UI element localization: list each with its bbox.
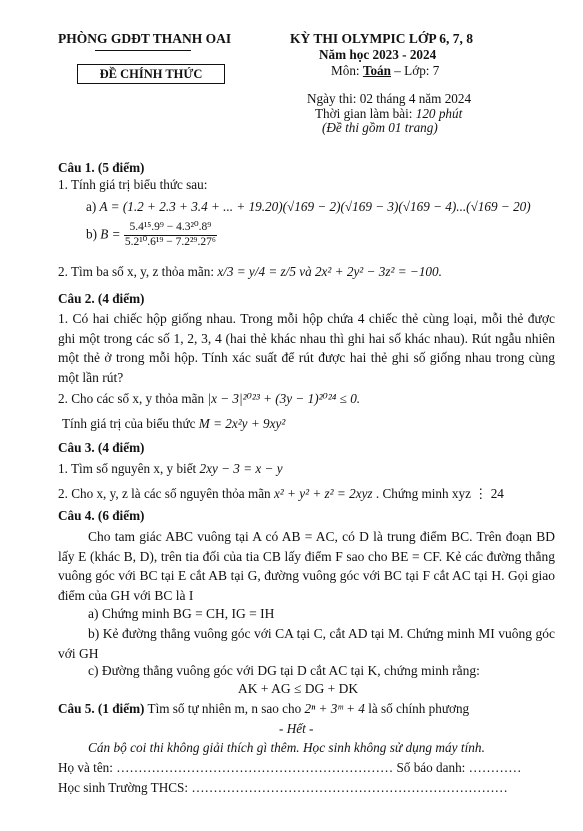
candidate-id-label: Số báo danh: [396, 760, 466, 775]
q1-part1b [86, 221, 217, 250]
q4-body: Cho tam giác ABC vuông tại A có AB = AC, có D là trung điểm BC. Trên đoạn BD lấy E (khác B, D), trên tia đối của tia CB lấy điểm F sao cho BE = CF. Kẻ các đường thẳng vuông góc với BC tại E cắt AB tại G, đường vuông góc với BC tại F cắt AC tại H. Gọi giao điểm của GH với BC là I [58, 529, 555, 603]
q2-part2-ask-text: Tính giá trị của biểu thức [62, 416, 196, 431]
subject-line [331, 63, 439, 79]
q2-part2 [58, 391, 360, 407]
q5-line [58, 701, 469, 717]
q3-part2-tail: . Chứng minh xyz ⋮ 24 [375, 486, 504, 501]
q3-part1 [58, 461, 283, 477]
q5-title: Câu 5. (1 điểm) [58, 701, 145, 716]
q1-part1b-fraction [124, 221, 217, 250]
q3-part1-expression: 2xy − 3 = x − y [199, 461, 283, 476]
q5-tail: là số chính phương [368, 701, 470, 716]
candidate-name-label: Họ và tên: [58, 760, 113, 775]
q4-part-c-expression: AK + AG ≤ DG + DK [238, 681, 359, 696]
q2-part2-ask [62, 416, 285, 432]
q1-part1a-expression: A = (1.2 + 2.3 + 3.4 + ... + 19.20)(√169 − 2)(√169 − 3)(√169 − 4)...(√169 − 20) [99, 199, 531, 214]
school-year: Năm học 2023 - 2024 [319, 47, 437, 62]
q3-part2-text: 2. Cho x, y, z là các số nguyên thỏa mãn [58, 486, 271, 501]
q4-title: Câu 4. (6 điểm) [58, 508, 145, 523]
official-label: ĐỀ CHÍNH THỨC [77, 64, 225, 84]
q1-part1a-label: a) [86, 199, 97, 214]
department-name: PHÒNG GDĐT THANH OAI [58, 31, 232, 46]
candidate-id-dots: ………… [468, 760, 522, 775]
school-label: Học sinh Trường THCS: [58, 780, 189, 795]
page-note: (Đề thi gồm 01 trang) [322, 120, 438, 135]
q1-part1b-label: b) [86, 226, 97, 242]
q4-part-a: a) Chứng minh BG = CH, IG = IH [88, 606, 275, 621]
q3-title: Câu 3. (4 điểm) [58, 440, 145, 455]
duration-value: 120 phút [415, 106, 463, 121]
q1-title: Câu 1. (5 điểm) [58, 160, 145, 175]
q4-part-c: c) Đường thẳng vuông góc với DG tại D cắt AC tại K, chứng minh rằng: [88, 663, 480, 678]
q2-part1-text: 1. Có hai chiếc hộp giống nhau. Trong mỗi hộp chứa 4 chiếc thẻ cùng loại, mỗi thẻ được ghi một trong các số 1, 2, 3, 4 (hai thẻ khác nhau thì ghi hai số khác nhau). Rút ngẫu nhiên một thẻ ở trong mỗi hộp. Tính xác suất để rút được hai thẻ ghi số giống nhau trong cùng một lần rút? [58, 311, 555, 385]
q1-part1a [86, 199, 531, 215]
q2-part2-expression: |x − 3|²⁰²³ + (3y − 1)²⁰²⁴ ≤ 0. [207, 391, 361, 406]
q5-text: Tìm số tự nhiên m, n sao cho [147, 701, 302, 716]
q1-part1-intro: 1. Tính giá trị biểu thức sau: [58, 177, 208, 192]
q2-title: Câu 2. (4 điểm) [58, 291, 145, 306]
duration-label: Thời gian làm bài: [315, 106, 413, 121]
exam-date: Ngày thi: 02 tháng 4 năm 2024 [307, 91, 472, 106]
proctor-note: Cán bộ coi thi không giải thích gì thêm. Học sinh không sử dụng máy tính. [88, 740, 485, 755]
q3-part2-expression: x² + y² + z² = 2xyz [273, 486, 373, 501]
school-dots: ……………………………………………………………… [191, 780, 508, 795]
school-line [58, 780, 508, 796]
end-marker: - Hết - [279, 721, 314, 736]
candidate-name-line [58, 760, 521, 776]
q4-part-b: b) Kẻ đường thẳng vuông góc với CA tại C, cắt AD tại M. Chứng minh MI vuông góc với GH [58, 626, 555, 661]
q1-part1b-numerator: 5.4¹⁵.9⁹ − 4.3²⁰.8⁹ [124, 221, 217, 236]
subject-name: Toán [362, 63, 391, 78]
q1-part1b-lhs: B = [100, 226, 121, 242]
q3-part1-text: 1. Tìm số nguyên x, y biết [58, 461, 197, 476]
q2-part2-text: 2. Cho các số x, y thỏa mãn [58, 391, 205, 406]
q3-part2 [58, 486, 504, 502]
q1-part1b-denominator: 5.2¹⁰.6¹⁹ − 7.2²⁹.27⁶ [124, 235, 216, 248]
grade-label: – Lớp: 7 [394, 63, 440, 78]
candidate-name-dots: ……………………………………………………… [116, 760, 394, 775]
q1-part2 [58, 264, 442, 280]
subject-label: Môn: [331, 63, 360, 78]
exam-title: KỲ THI OLYMPIC LỚP 6, 7, 8 [290, 31, 474, 46]
q2-part2-ask-expression: M = 2x²y + 9xy² [198, 416, 286, 431]
q1-part2-text: 2. Tìm ba số x, y, z thỏa mãn: [58, 264, 215, 279]
q5-expression: 2ⁿ + 3ᵐ + 4 [304, 701, 365, 716]
q1-part2-expression: x/3 = y/4 = z/5 và 2x² + 2y² − 3z² = −100. [217, 264, 442, 279]
header-underline-left [95, 50, 191, 51]
